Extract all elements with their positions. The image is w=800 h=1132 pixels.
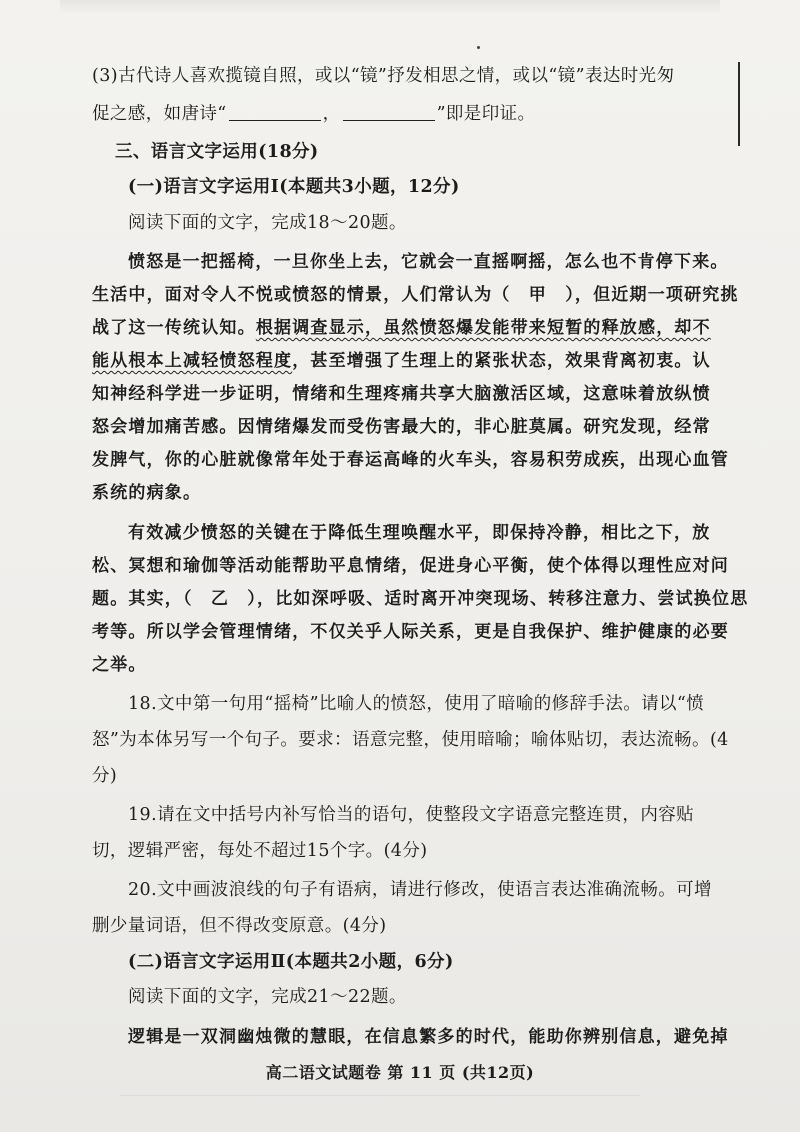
passage1-line-7: 发脾气，你的心脏就像常年处于春运高峰的火车头，容易积劳成疾，出现心血管 bbox=[92, 450, 729, 470]
page-footer: 高二语文试题卷 第 11 页 (共12页) bbox=[265, 1063, 535, 1082]
bleed-line bbox=[120, 1095, 640, 1096]
passage1-line-1: 愤怒是一把摇椅，一旦你坐上去，它就会一直摇啊摇，怎么也不肯停下来。 bbox=[128, 252, 729, 272]
q3-line-2-comma: ， bbox=[322, 104, 341, 124]
q20-line-2: 删少量词语，但不得改变原意。(4分) bbox=[92, 916, 387, 936]
passage3-line-1: 逻辑是一双洞幽烛微的慧眼，在信息繁多的时代，能助你辨别信息，避免掉 bbox=[128, 1027, 729, 1047]
passage1-line-3 bbox=[92, 313, 722, 338]
reading-instruction-2: 阅读下面的文字，完成21～22题。 bbox=[128, 987, 407, 1007]
answer-blank-2 bbox=[343, 104, 435, 121]
passage1-line-4-end: ，甚至增强了生理上的紧张状态，效果背离初衷。认 bbox=[292, 351, 711, 371]
passage1-line-5: 知神经科学进一步证明，情绪和生理疼痛共享大脑激活区域，这意味着放纵愤 bbox=[92, 384, 711, 404]
q20-line-1: 20.文中画波浪线的句子有语病，请进行修改，使语言表达准确流畅。可增 bbox=[128, 880, 712, 900]
section-3-title: 三、语言文字运用(18分) bbox=[115, 142, 319, 162]
passage2-line-4: 考等。所以学会管理情绪，不仅关乎人际关系，更是自我保护、维护健康的必要 bbox=[92, 622, 729, 642]
passage1-line-4 bbox=[92, 346, 722, 371]
q18-line-3: 分) bbox=[92, 766, 118, 786]
passage1-line-8: 系统的病象。 bbox=[92, 483, 202, 503]
wavy-underlined-sentence-part1: 根据调查显示，虽然愤怒爆发能带来短暂的释放感，却不 bbox=[255, 318, 711, 338]
ink-dot bbox=[477, 46, 480, 49]
q3-line-2-start: 促之感，如唐诗“ bbox=[92, 104, 227, 124]
passage1-line-6: 怒会增加痛苦感。因情绪爆发而受伤害最大的，非心脏莫属。研究发现，经常 bbox=[92, 417, 711, 437]
reading-instruction-1: 阅读下面的文字，完成18～20题。 bbox=[128, 213, 407, 233]
margin-mark bbox=[738, 62, 740, 146]
q18-line-1: 18.文中第一句用“摇椅”比喻人的愤怒，使用了暗喻的修辞手法。请以“愤 bbox=[128, 694, 705, 714]
passage1-line-3-start: 战了这一传统认知。 bbox=[92, 318, 256, 338]
section-3-1-title: (一)语言文字运用Ⅰ(本题共3小题，12分) bbox=[128, 177, 460, 197]
passage2-line-2: 松、冥想和瑜伽等活动能帮助平息情绪，促进身心平衡，使个体得以理性应对问 bbox=[92, 556, 729, 576]
q19-line-1: 19.请在文中括号内补写恰当的语句，使整段文字语意完整连贯，内容贴 bbox=[128, 805, 695, 825]
bleed-through-shadow bbox=[60, 0, 720, 14]
passage2-line-5: 之举。 bbox=[92, 655, 147, 675]
q18-line-2: 怒”为本体另写一个句子。要求：语意完整，使用暗喻；喻体贴切，表达流畅。(4 bbox=[92, 730, 729, 750]
passage1-line-2: 生活中，面对令人不悦或愤怒的情景，人们常认为（ 甲 ），但近期一项研究挑 bbox=[92, 285, 739, 305]
q3-line-2 bbox=[92, 100, 722, 125]
passage2-line-3: 题。其实，（ 乙 ），比如深呼吸、适时离开冲突现场、转移注意力、尝试换位思 bbox=[92, 589, 749, 609]
wavy-underlined-sentence-part2: 能从根本上减轻愤怒程度 bbox=[92, 351, 293, 371]
q3-line-2-end: ”即是印证。 bbox=[436, 104, 536, 124]
answer-blank-1 bbox=[229, 104, 321, 121]
passage2-line-1: 有效减少愤怒的关键在于降低生理唤醒水平，即保持冷静，相比之下，放 bbox=[128, 523, 711, 543]
q19-line-2: 切，逻辑严密，每处不超过15个字。(4分) bbox=[92, 841, 428, 861]
q3-line-1: (3)古代诗人喜欢揽镜自照，或以“镜”抒发相思之情，或以“镜”表达时光匆 bbox=[92, 66, 675, 86]
section-3-2-title: (二)语言文字运用Ⅱ(本题共2小题，6分) bbox=[128, 952, 454, 972]
